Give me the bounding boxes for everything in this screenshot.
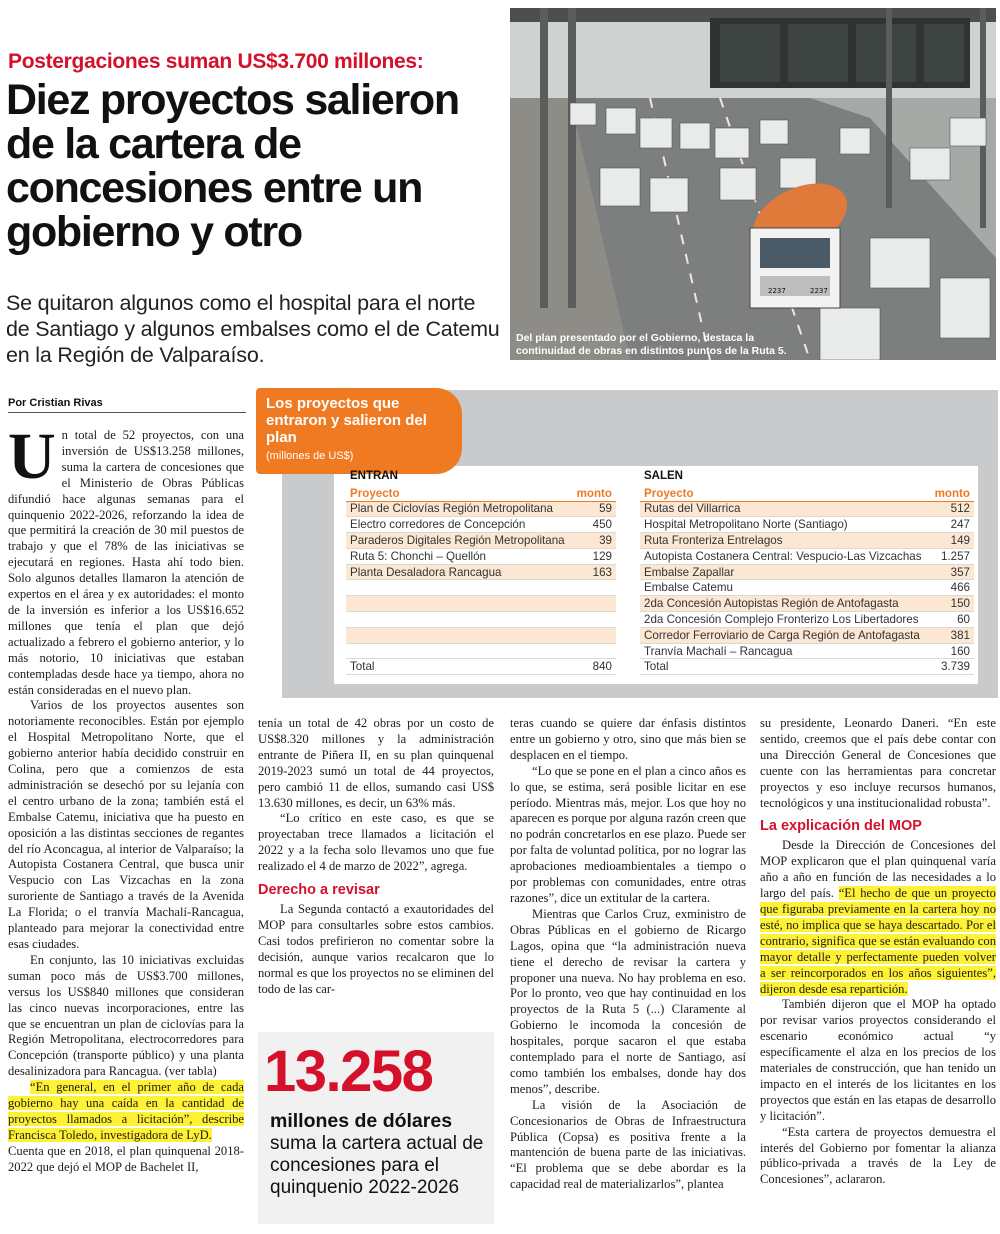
subhead: Se quitaron algunos como el hospital para el norte de Santiago y algunos embalses como el de Catemu en la Región de Valparaíso. — [6, 291, 500, 367]
table-title: Los proyectos que entraron y salieron del plan — [266, 395, 427, 446]
salen-amount-cell: 381 — [930, 627, 974, 643]
salen-project-cell: Embalse Catemu — [640, 580, 930, 596]
salen-col-amount: monto — [930, 486, 974, 501]
salen-project-cell: Corredor Ferroviario de Carga Región de Antofagasta — [640, 627, 930, 643]
highway-photo — [510, 8, 996, 360]
body-column-4 — [760, 716, 996, 1188]
col3-paragraph-3: Mientras que Carlos Cruz, exministro de Obras Públicas en el gobierno de Ricargo Lagos, opina que “la administración nueva tiene el derecho de revisar la cartera y proponer una nueva. No hay problema en eso. Por lo pronto, veo que hay continuidad en los proyectos de la Ruta 5 (...) Claramente al Gobierno le incomoda la concesión de hospitales, porque sacaron el que estaba contemplado para el norte de Santiago, así como también los embalses, donde hay dos menos”, describe. — [510, 906, 746, 1096]
salen-table-row — [640, 596, 974, 612]
col1-paragraph-3: En conjunto, las 10 iniciativas excluidas suman poco más de US$3.700 millones, versus los US$840 millones que consideran las cinco nuevas incorporaciones, entre las que se encuentran un plan de ciclovías para la Región Metropolitana, electrocorredores para Concepción (transporte público) y una planta desalinizadora para Rancagua. (ver tabla) — [8, 952, 244, 1079]
salen-amount-cell: 357 — [930, 564, 974, 580]
entran-amount-cell: 450 — [572, 517, 616, 533]
entran-project-cell — [346, 612, 572, 628]
entran-amount-cell: 129 — [572, 548, 616, 564]
salen-amount-cell: 247 — [930, 517, 974, 533]
col1-paragraph-2: Varios de los proyectos ausentes son notoriamente reconocibles. Están por ejemplo el Hospital Metropolitano Norte, que el gobierno anterior había decidido construir en Colina, pero que a comienzos de esta administración se desechó por su lejanía con el centro urbano de la zona; también está el Embalse Catemu, iniciativa que ha puesto en oposición a las distintas secciones de regantes del río Aconcagua, al interior de Valparaíso; la Autopista Costanera Central, que busca unir Vespucio con Las Vizcachas en la zona suroriente de Santiago a través de la Avenida La Florida; o el tranvía Machalí-Rancagua, planteado para mejorar la conectividad entre esas ciudades. — [8, 698, 244, 951]
salen-amount-cell: 160 — [930, 643, 974, 659]
entran-table-row — [346, 580, 616, 596]
salen-table-row — [640, 533, 974, 549]
salen-table-row — [640, 643, 974, 659]
salen-col-project: Proyecto — [640, 486, 930, 501]
entran-project-cell: Plan de Ciclovías Región Metropolitana — [346, 501, 572, 517]
col4-paragraph-2: Desde la Dirección de Concesiones del MOP explicaron que el plan quinquenal varía año a año en función de las necesidades a lo largo del país. — [760, 838, 996, 901]
salen-table-row — [640, 627, 974, 643]
entran-amount-cell — [572, 627, 616, 643]
byline: Por Cristian Rivas — [8, 397, 103, 409]
entran-table-row — [346, 501, 616, 517]
entran-project-cell — [346, 596, 572, 612]
table-subtitle: (millones de US$) — [266, 450, 354, 462]
entran-table-row — [346, 533, 616, 549]
stat-number: 13.258 — [264, 1039, 433, 1104]
salen-table-row — [640, 564, 974, 580]
entran-total-label: Total — [346, 659, 572, 675]
entran-amount-cell: 59 — [572, 501, 616, 517]
salen-amount-cell: 60 — [930, 612, 974, 628]
entran-col-amount: monto — [572, 486, 616, 501]
salen-project-cell: Tranvía Machalí – Rancagua — [640, 643, 930, 659]
salen-total-row — [640, 659, 974, 675]
entran-amount-cell — [572, 580, 616, 596]
salen-table-row — [640, 580, 974, 596]
entran-table-row — [346, 517, 616, 533]
body-column-1 — [8, 420, 244, 1176]
col4-paragraph-4: “Esta cartera de proyectos demuestra el interés del Gobierno por fomentar la alianza público-privada a través de la Ley de Concesiones”, aclararon. — [760, 1124, 996, 1187]
highway-illustration — [510, 8, 996, 360]
salen-table-row — [640, 501, 974, 517]
col4-paragraph-3: También dijeron que el MOP ha optado por revisar varios proyectos considerando el escenario económico actual “y específicamente el alza en los precios de los materiales de construcción, que han tenido un impacto en el interés de los licitantes en los proyectos que están en las etapas de desarrollo y licitación”. — [760, 997, 996, 1123]
col3-paragraph-1: teras cuando se quiere dar énfasis distintos entre un gobierno y otro, sino que más bien se desplacen en el tiempo. — [510, 716, 746, 762]
truck-plate-2: 2237 — [810, 287, 828, 295]
salen-project-cell: Ruta Fronteriza Entrelagos — [640, 533, 930, 549]
col2-paragraph-1: tenía un total de 42 obras por un costo de US$8.320 millones y la administración entrante de Piñera II, en su plan quinquenal 2019-2023 sumó un total de 44 proyectos, pero cambió 11 de ellos, sumando casi US$ 13.630 millones, es decir, un 63% más. — [258, 716, 494, 810]
salen-total-label: Total — [640, 659, 930, 675]
entran-table-row — [346, 596, 616, 612]
salen-total-value: 3.739 — [930, 659, 974, 675]
salen-table-row — [640, 517, 974, 533]
salen-amount-cell: 149 — [930, 533, 974, 549]
col4-paragraph-1: su presidente, Leonardo Daneri. “En este sentido, creemos que el país debe contar con una Dirección General de Concesiones que cuente con las herramientas para concretar proyectos y eso incluye recursos humanos, tecnológicos y una institucionalidad robusta”. — [760, 716, 996, 810]
entran-table-row — [346, 564, 616, 580]
entran-amount-cell — [572, 596, 616, 612]
salen-amount-cell: 466 — [930, 580, 974, 596]
salen-amount-cell: 512 — [930, 501, 974, 517]
salen-project-cell: 2da Concesión Complejo Fronterizo Los Libertadores — [640, 612, 930, 628]
col2-paragraph-3: La Segunda contactó a exautoridades del MOP para consultarles sobre estos cambios. Casi todos prefirieron no comentar sobre la decisión, aunque varios recalcaron que lo normal es que los proyectos no se eliminen del todo de las car- — [258, 901, 494, 996]
entran-total-value: 840 — [572, 659, 616, 675]
salen-project-cell: Embalse Zapallar — [640, 564, 930, 580]
salen-amount-cell: 150 — [930, 596, 974, 612]
entran-amount-cell: 39 — [572, 533, 616, 549]
salen-table-row — [640, 548, 974, 564]
col3-paragraph-4: La visión de la Asociación de Concesionarios de Obras de Infraestructura Pública (Copsa) es positiva frente a la mantención de buena parte de las iniciativas. “El problema que se debe abordar es la capacidad real de materializarlos”, plantea — [510, 1097, 746, 1192]
entran-table-row — [346, 643, 616, 659]
section-derecho-a-revisar: Derecho a revisar — [258, 882, 380, 899]
entran-table-row — [346, 612, 616, 628]
entran-project-cell: Electro corredores de Concepción — [346, 517, 572, 533]
col1-paragraph-1: n total de 52 proyectos, con una inversión de US$13.258 millones, suma la cartera de concesiones que el Ministerio de Obras Públicas difundió hace algunas semanas para el quinquenio 2022-2026, reforzando la idea de que permitirá la creación de 30 mil puestos de trabajo y que el 78% de las iniciativas se ejecutará en regiones. Hasta ahí todo bien. Solo algunos detalles llamaron la atención de expertos en el área y ex autoridades: el monto de la inversión es inferior a los US$16.652 millones que tenía el plan que dejó actualizado a febrero el gobierno anterior, y lo más notorio, 10 iniciativas que estaban contempladas desde hace ya tiempo, ahora no están consideradas en el nuevo plan. — [8, 428, 244, 697]
body-column-2 — [258, 716, 494, 997]
photo-caption: Del plan presentado por el Gobierno, destaca la continuidad de obras en distintos puntos de la Ruta 5. — [516, 332, 787, 357]
headline: Diez proyectos salieron de la cartera de concesiones entre un gobierno y otro — [6, 76, 459, 256]
byline-rule — [8, 412, 246, 413]
entran-table-row — [346, 548, 616, 564]
salen-table-row — [640, 612, 974, 628]
drop-cap: U — [8, 420, 56, 493]
col2-paragraph-2: “Lo crítico en este caso, es que se proyectaban trece llamados a licitación el 2022 y a la fecha solo llevamos uno que fue realizado el 4 de marzo de 2022”, agrega. — [258, 811, 494, 874]
section-explicacion-mop: La explicación del MOP — [760, 818, 922, 835]
salen-heading: SALEN — [644, 470, 683, 482]
col4-highlight-quote: “El hecho de que un proyecto que figuraba previamente en la cartera hoy no esté, no implica que se haya descartado. Por el contrario, significa que se están evaluando con mayor detalle y perfectamente pueden volver a ser reincorporados en los años siguientes”, dijeron desde esa repartición. — [760, 886, 996, 996]
entran-project-cell: Paraderos Digitales Región Metropolitana — [346, 533, 572, 549]
col1-paragraph-4: Cuenta que en 2018, el plan quinquenal 2018-2022 que dejó el MOP de Bachelet II, — [8, 1143, 244, 1174]
salen-amount-cell: 1.257 — [930, 548, 974, 564]
entran-project-cell: Planta Desaladora Rancagua — [346, 564, 572, 580]
salen-project-cell: Hospital Metropolitano Norte (Santiago) — [640, 517, 930, 533]
entran-project-cell — [346, 627, 572, 643]
entran-project-cell — [346, 580, 572, 596]
entran-table — [346, 486, 616, 675]
salen-project-cell: Rutas del Villarrica — [640, 501, 930, 517]
entran-amount-cell: 163 — [572, 564, 616, 580]
salen-project-cell: 2da Concesión Autopistas Región de Antofagasta — [640, 596, 930, 612]
entran-amount-cell — [572, 643, 616, 659]
salen-project-cell: Autopista Costanera Central: Vespucio-Las Vizcachas — [640, 548, 930, 564]
col3-paragraph-2: “Lo que se pone en el plan a cinco años es lo que, se estima, será posible licitar en ese período. Mientras más, mejor. Los que hoy no aparecen es porque por alguna razón creen que no podrán concretarlos en ese plazo. Puede ser por falta de voluntad política, por no lograr las aprobaciones medioambientales a tiempo o por problemas con comunidades, entre otras razones”, dice un extitular de la cartera. — [510, 763, 747, 905]
salen-table — [640, 486, 974, 675]
entran-project-cell — [346, 643, 572, 659]
entran-project-cell: Ruta 5: Chonchi – Quellón — [346, 548, 572, 564]
kicker: Postergaciones suman US$3.700 millones: — [8, 50, 424, 73]
entran-total-row — [346, 659, 616, 675]
entran-heading: ENTRAN — [350, 470, 398, 482]
body-column-3 — [510, 716, 746, 1193]
entran-col-project: Proyecto — [346, 486, 572, 501]
truck-plate-1: 2237 — [768, 287, 786, 295]
stat-line-2: suma la cartera actual de concesiones para el quinquenio 2022-2026 — [270, 1133, 484, 1198]
stat-line-1: millones de dólares — [270, 1110, 453, 1132]
entran-table-row — [346, 627, 616, 643]
entran-amount-cell — [572, 612, 616, 628]
col1-highlight-quote: “En general, en el primer año de cada gobierno hay una caída en la cantidad de proyectos llamados a licitación”, describe Francisca Toledo, investigadora de LyD. — [8, 1080, 244, 1142]
